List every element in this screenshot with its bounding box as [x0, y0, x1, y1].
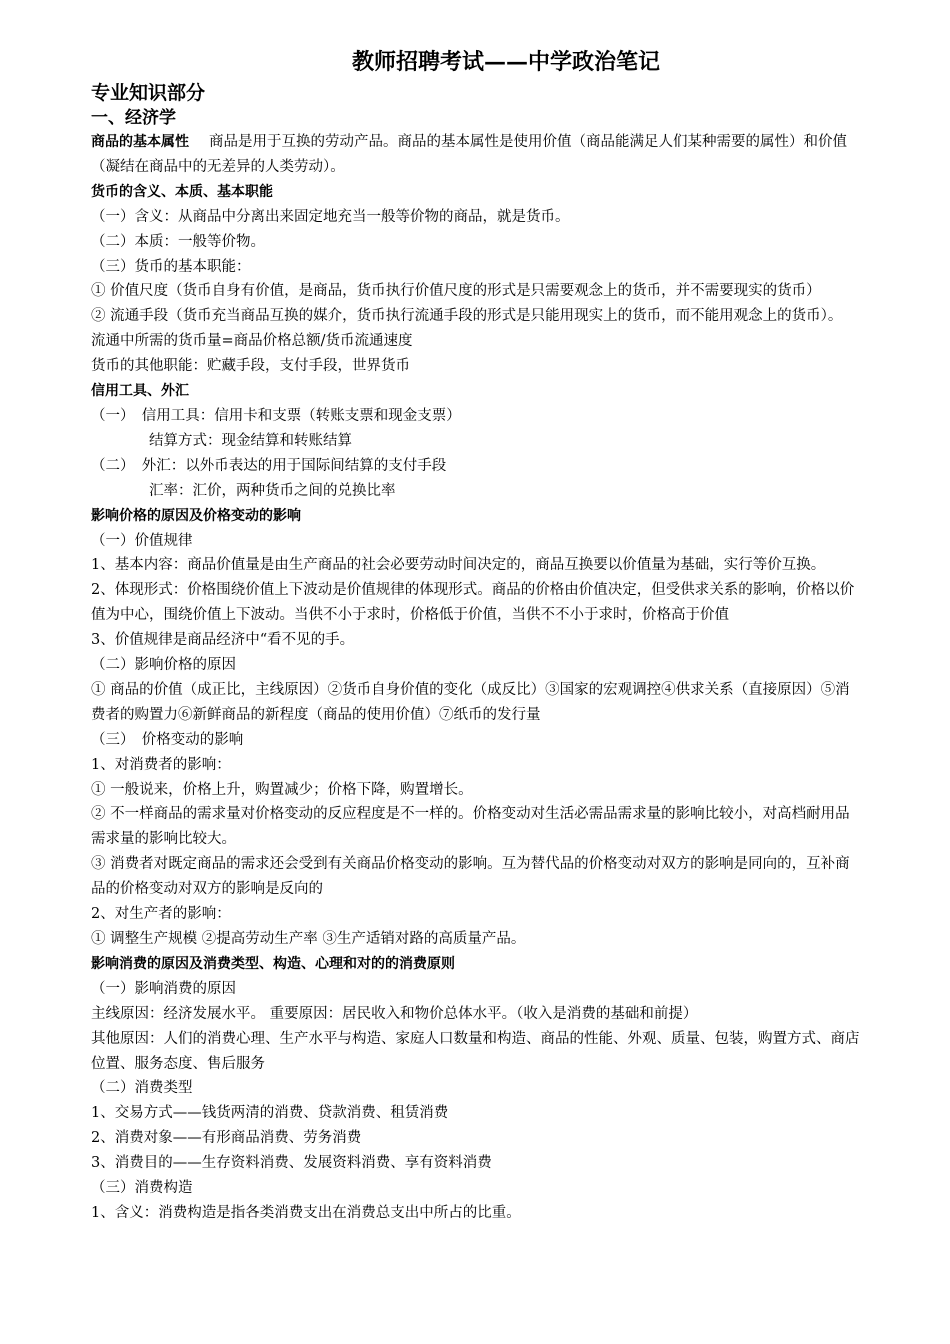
inline-heading: 商品的基本属性: [91, 134, 189, 150]
line: ② 不一样商品的需求量对价格变动的反应程度是不一样的。价格变动对生活必需品需求量的影响比较小，对高档耐用品需求量的影响比较大。: [91, 806, 850, 848]
topic-heading: 影响价格的原因及价格变动的影响: [91, 507, 301, 524]
line: （一）含义：从商品中分离出来固定地充当一般等价物的商品，就是货币。: [91, 208, 570, 225]
section-heading: 专业知识部分: [91, 82, 206, 104]
line: ① 价值尺度（货币自身有价值，是商品，货币执行价值尺度的形式是只需要观念上的货币，并不需要现实的货币）: [91, 283, 821, 300]
line: （二） 外汇：以外币表达的用于国际间结算的支付手段: [91, 457, 447, 474]
line: 结算方式：现金结算和转账结算: [149, 432, 352, 449]
line: （三）货币的基本职能：: [91, 258, 251, 275]
line: 2、体现形式：价格围绕价值上下波动是价值规律的体现形式。商品的价格由价值决定，但受供求关系的影响，价格以价值为中心，围绕价值上下波动。当供不小于求时，价格低于价值，当供不不小于求时，价格高于价值: [91, 582, 855, 624]
line: 2、消费对象——有形商品消费、劳务消费: [91, 1130, 362, 1147]
paragraph: [91, 130, 861, 180]
topic-heading: 影响消费的原因及消费类型、构造、心理和对的的消费原则: [91, 955, 455, 972]
line: 1、基本内容：商品价值量是由生产商品的社会必要劳动时间决定的，商品互换要以价值量为基础，实行等价互换。: [91, 557, 826, 574]
line: 汇率：汇价，两种货币之间的兑换比率: [149, 482, 396, 499]
line: ② 流通手段（货币充当商品互换的媒介，货币执行流通手段的形式是只能用现实上的货币，而不能用观念上的货币）。: [91, 308, 843, 325]
line: 1、对消费者的影响：: [91, 756, 231, 773]
line: 货币的其他职能：贮藏手段，支付手段，世界货币: [91, 358, 410, 375]
line: ① 一般说来，价格上升，购置减少；价格下降，购置增长。: [91, 781, 473, 798]
line: ① 商品的价值（成正比，主线原因）②货币自身价值的变化（成反比）③国家的宏观调控④供求关系（直接原因）⑤消费者的购置力⑥新鲜商品的新程度（商品的使用价值）⑦纸币的发行量: [91, 681, 850, 723]
line: 1、含义：消费构造是指各类消费支出在消费总支出中所占的比重。: [91, 1204, 521, 1221]
line: 主线原因：经济发展水平。 重要原因：居民收入和物价总体水平。（收入是消费的基础和前提）: [91, 1005, 698, 1022]
topic-heading: 货币的含义、本质、基本职能: [91, 183, 273, 200]
line: （二）本质：一般等价物。: [91, 233, 265, 250]
line: 流通中所需的货币量=商品价格总额/货币流通速度: [91, 333, 413, 350]
line: （一）价值规律: [91, 532, 193, 549]
topic-heading: 信用工具、外汇: [91, 383, 189, 400]
paragraph-text: 商品是用于互换的劳动产品。商品的基本属性是使用价值（商品能满足人们某种需要的属性）和价值（凝结在商品中的无差异的人类劳动）。: [91, 134, 847, 175]
line: （一） 信用工具：信用卡和支票（转账支票和现金支票）: [91, 407, 461, 424]
line: ③ 消费者对既定商品的需求还会受到有关商品价格变动的影响。互为替代品的价格变动对双方的影响是同向的，互补商品的价格变动对双方的影响是反向的: [91, 856, 850, 898]
line: 2、对生产者的影响：: [91, 906, 231, 923]
line: （一）影响消费的原因: [91, 980, 236, 997]
document-title: 教师招聘考试——中学政治笔记: [351, 49, 660, 75]
line: （三）消费构造: [91, 1180, 193, 1197]
line: （三） 价格变动的影响: [91, 731, 244, 748]
line: 3、消费目的——生存资料消费、发展资料消费、享有资料消费: [91, 1155, 492, 1172]
subsection-heading: 一、经济学: [91, 108, 176, 128]
line: （二）消费类型: [91, 1080, 193, 1097]
line: ① 调整生产规模 ②提高劳动生产率 ③生产适销对路的高质量产品。: [91, 931, 526, 947]
line: 1、交易方式——钱货两清的消费、贷款消费、租赁消费: [91, 1105, 449, 1122]
line: 其他原因：人们的消费心理、生产水平与构造、家庭人口数量和构造、商品的性能、外观、质量、包装，购置方式、商店位置、服务态度、售后服务: [91, 1030, 860, 1072]
document-page: [91, 44, 861, 1226]
line: （二）影响价格的原因: [91, 657, 236, 674]
line: 3、价值规律是商品经济中“看不见的手。: [91, 632, 355, 649]
